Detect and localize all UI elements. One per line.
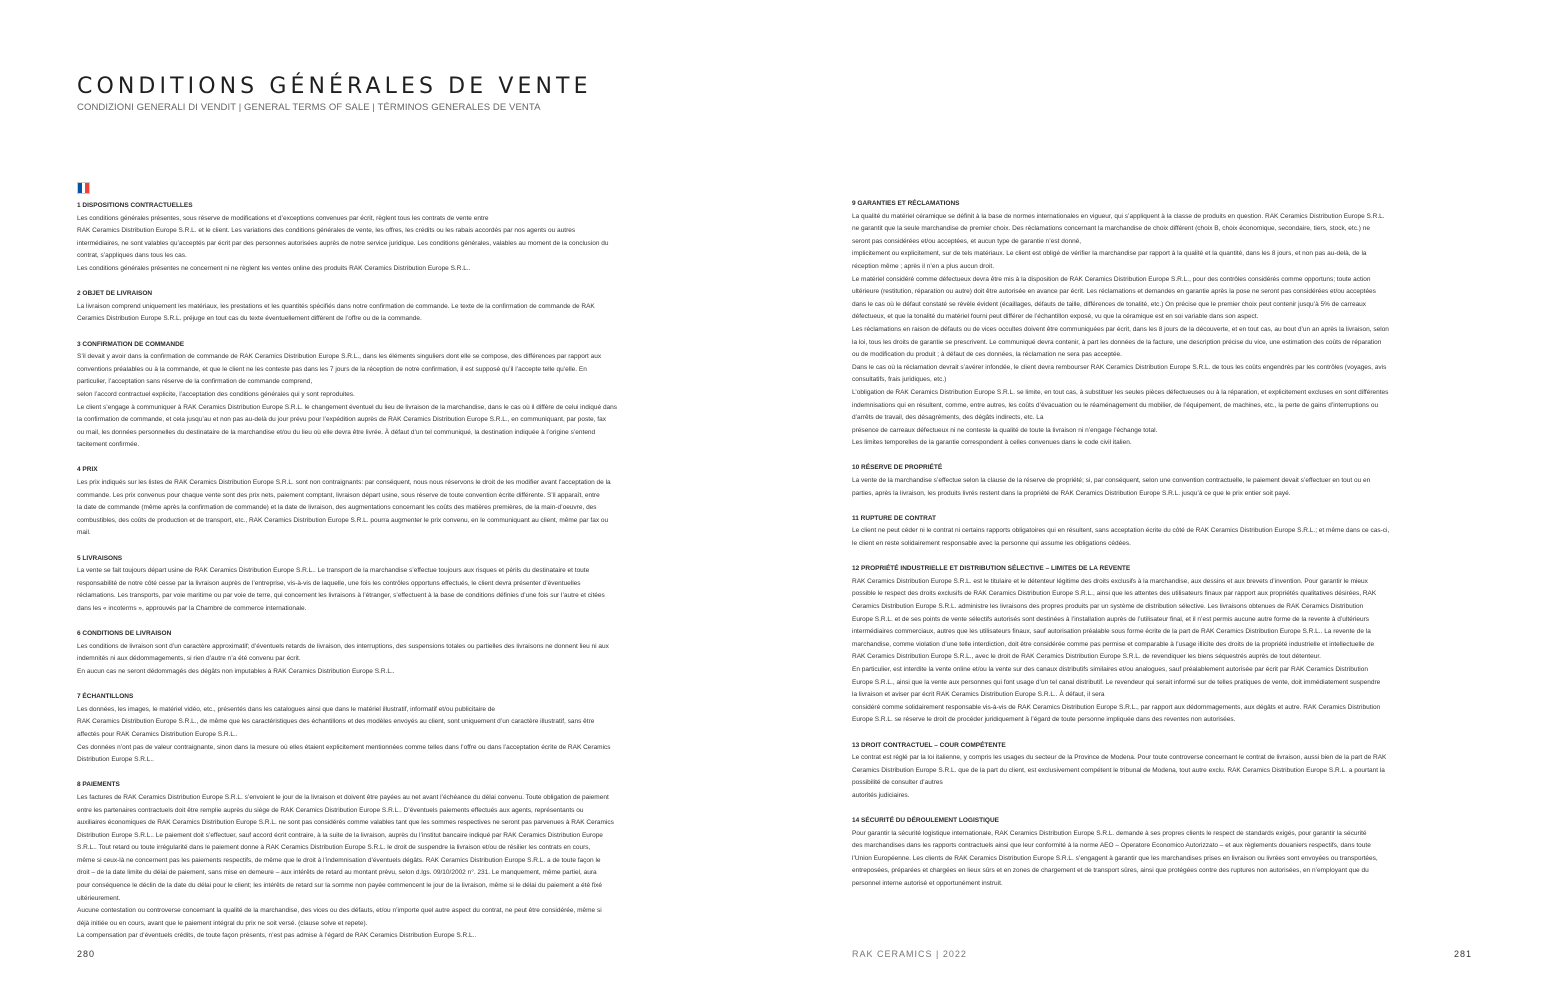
section-body — [77, 477, 702, 540]
section-body — [852, 475, 1477, 500]
section-body — [852, 211, 1477, 450]
page-subtitle: CONDIZIONI GENERALI DI VENDIT | GENERAL TERMS OF SALE | TÉRMINOS GENERALES DE VENTA — [77, 102, 541, 113]
section-text-line: la livraison et aviser par écrit RAK Ceramics Distribution Europe S.R.L.. À défaut, il sera — [852, 691, 1105, 699]
terms-section — [77, 339, 702, 452]
section-text-line: affectés pour RAK Ceramics Distribution Europe S.R.L.. — [77, 730, 238, 738]
section-text-line: implicitement ou explicitement, sur de tels matériaux. Le client est obligé de vérifier la marchandise par rapport à la qualité et la quantité, dans les 8 jours, et non pas au-delà, de la — [852, 250, 1367, 258]
section-text-line: Les limites temporelles de la garantie correspondent à celles convenues dans le code civil italien. — [852, 439, 1132, 447]
section-text-line: Ceramics Distribution Europe S.R.L. que de la part du client, est exclusivement compétent le tribunal de Modena, tout autre exclu. RAK Ceramics Distribution Europe S.R.L. a pourtant la — [852, 766, 1385, 774]
section-text-line: Distribution Europe S.R.L.. Le paiement doit s’effectuer, sauf accord écrit contraire, à la suite de la livraison, auprès du l’institut bancaire indiqué par RAK Ceramics Distribution Europe — [77, 831, 603, 839]
section-heading: 1 DISPOSITIONS CONTRACTUELLES — [77, 202, 193, 209]
section-heading: 9 GARANTIES ET RÉCLAMATIONS — [852, 200, 960, 207]
section-text-line: possibilité de consulter d’autres — [852, 779, 943, 787]
section-text-line: même si ceux-là ne concernent pas les paiements respectifs, de même que le droit à l’indemnisation d’éventuels dégâts. RAK Ceramics Distribution Europe S.R.L. a de toute façon le — [77, 856, 601, 864]
section-text-line: RAK Ceramics Distribution Europe S.R.L., avec le droit de RAK Ceramics Distribution Europe S.R.L. de revendiquer les biens séquestrés auprès de tout détenteur. — [852, 653, 1321, 661]
terms-section — [77, 553, 702, 616]
section-text-line: Ces données n’ont pas de valeur contraignante, sinon dans la mesure où elles étaient explicitement mentionnées comme telles dans l’offre ou dans l’acceptation écrite de RAK Ceramics — [77, 743, 611, 751]
section-body — [77, 351, 702, 452]
section-text-line: La vente de la marchandise s’effectue selon la clause de la réserve de propriété; si, par conséquent, selon une convention contractuelle, le paiement devait s’effectuer en tout ou en — [852, 477, 1371, 485]
section-text-line: tacitement confirmée. — [77, 441, 140, 449]
section-text-line: Distribution Europe S.R.L.. — [77, 756, 154, 764]
section-text-line: Ceramics Distribution Europe S.R.L. préjuge en tout cas du texte éventuellement différent de l’offre ou de la commande. — [77, 315, 422, 323]
section-text-line: contrat, s’appliques dans tous les cas. — [77, 252, 187, 260]
terms-section — [852, 563, 1477, 727]
france-flag-icon — [77, 182, 90, 194]
section-text-line: auxiliaires économiques de RAK Ceramics Distribution Europe S.R.L. ne sont pas considérés comme valables tant que les sommes respectives ne seront pas parvenues à RAK Ceramics — [77, 819, 614, 827]
section-text-line: Les prix indiqués sur les listes de RAK Ceramics Distribution Europe S.R.L. sont non contraignants: par conséquent, nous nous réservons le droit de les modifier avant l’acceptation de la — [77, 479, 611, 487]
terms-section — [852, 740, 1477, 803]
section-heading: 12 PROPRIÉTÉ INDUSTRIELLE ET DISTRIBUTION SÉLECTIVE – LIMITES DE LA REVENTE — [852, 565, 1131, 573]
section-text-line: déjà initiée ou en cours, avant que le paiement intégral du prix ne soit versé. (clause solve et repete). — [77, 919, 368, 927]
section-text-line: Le matériel considéré comme défectueux devra être mis à la disposition de RAK Ceramics Distribution Europe S.R.L., pour des contrôles considérés comme opportuns; toute action — [852, 275, 1371, 283]
section-text-line: dans les « incoterms », approuvés par la Chambre de commerce internationale. — [77, 605, 307, 612]
section-text-line: Les factures de RAK Ceramics Distribution Europe S.R.L. s’envoient le jour de la livraison et doivent être payées au net avant l’échéance du délai convenu. Toute obligation de paiement — [77, 793, 609, 801]
section-text-line: consultatifs, frais juridiques, etc.) — [852, 376, 947, 384]
terms-section — [77, 200, 702, 276]
section-heading: 4 PRIX — [77, 466, 98, 474]
section-text-line: intermédiaires commerciaux, autres que les utilisateurs finaux, sauf autorisation préalable sous forme écrite de la part de RAK Ceramics Distribution Europe S.R.L.. La revente de la — [852, 628, 1371, 636]
section-text-line: Europe S.R.L. et de ses points de vente sélectifs autorisés sont destinées à l’installation auprès de l’utilisateur final, et il n’est permis aucune autre forme de la revente à d’ultérieurs — [852, 615, 1370, 623]
section-heading: 6 CONDITIONS DE LIVRAISON — [77, 630, 172, 638]
footer-brand: RAK CERAMICS | 2022 — [852, 949, 967, 959]
section-text-line: Le client s’engage à communiquer à RAK Ceramics Distribution Europe S.R.L. le changement éventuel du lieu de livraison de la marchandise, dans le cas où il diffère de celui indiqué dans — [77, 403, 618, 411]
section-text-line: seront pas considérées et/ou acceptées, et aucun type de garantie n’est donné, — [852, 237, 1082, 245]
section-text-line: autorités judiciaires. — [852, 791, 910, 799]
section-text-line: Les conditions générales présentes, sous réserve de modifications et d’exceptions convenues par écrit, règlent tous les contrats de vente entre — [77, 214, 489, 222]
section-text-line: le client en reste solidairement responsable avec la personne qui assume les obligations cédées. — [852, 540, 1131, 548]
section-text-line: Aucune contestation ou controverse concernant la qualité de la marchandise, des vices ou des défauts, et/ou n’importe quel autre aspect du contrat, ne peut être considérée, même si — [77, 907, 602, 915]
section-text-line: d’arrêts de travail, des désagréments, des dégâts indirects, etc. La — [852, 414, 1044, 422]
section-heading: 10 RÉSERVE DE PROPRIÉTÉ — [852, 464, 943, 472]
section-text-line: ultérieurement. — [77, 894, 121, 902]
section-text-line: ou mail, les données personnelles du destinataire de la marchandise et/ou du lieu où elle devra être livrée. À défaut d’un tel communiqué, la destination indiquée à l’origine s’entend — [77, 428, 596, 436]
flag-stripe-red — [85, 183, 89, 193]
section-text-line: responsabilité de notre côté cesse par la livraison auprès de l’entreprise, vis-à-vis de laquelle, une fois les contrôles opportuns effectués, le client devra présenter d’éventuelles — [77, 579, 581, 587]
section-text-line: pour conséquence le déclin de la date du délai pour le client; les intérêts de retard sur la somme non payée commencent le jour de la livraison, même si le délai du paiement a été fixé — [77, 882, 602, 890]
section-body — [77, 213, 702, 276]
terms-section — [77, 779, 702, 943]
section-text-line: RAK Ceramics Distribution Europe S.R.L., de même que les caractéristiques des échantillons et des modèles envoyés au client, sont uniquement d’un caractère illustratif, sans être — [77, 718, 595, 726]
section-body — [852, 752, 1477, 802]
section-body — [852, 828, 1477, 891]
section-text-line: Dans le cas où la réclamation devrait s’avérer infondée, le client devra rembourser RAK Ceramics Distribution Europe S.R.L. de tous les coûts engendrés par les contrôles (voyages, avis — [852, 363, 1387, 371]
section-text-line: des marchandises dans les rapports contractuels ainsi que leur conformité à la norme AEO – Operatore Economico Autorizzato – et aux règlements douaniers respectifs, dans toute — [852, 842, 1371, 850]
section-heading: 11 RUPTURE DE CONTRAT — [852, 514, 937, 522]
terms-section — [77, 691, 702, 767]
section-text-line: Les données, les images, le matériel vidéo, etc., présentés dans les catalogues ainsi que dans le matériel illustratif, informatif et/ou publicitaire de — [77, 705, 496, 713]
section-text-line: La qualité du matériel céramique se définit à la base de normes internationales en vigueur, qui s’appliquent à la classe de produits en question. RAK Ceramics Distribution Europe S.R.L. — [852, 212, 1385, 220]
section-text-line: Le client ne peut céder ni le contrat ni certains rapports obligatoires qui en résultent, sans acceptation écrite du côté de RAK Ceramics Distribution Europe S.R.L.; et même dans ce cas-ci, — [852, 527, 1390, 535]
section-text-line: l’Union Européenne. Les clients de RAK Ceramics Distribution Europe S.R.L. s’engagent à garantir que les marchandises prises en livraison ou livrées sont envoyées ou transportées, — [852, 854, 1378, 862]
section-text-line: entreposées, préparées et chargées en lieux sûrs et en zones de chargement et de transport sûres, ainsi que protégées contre des ruptures non autorisées, en n’employant que du — [852, 867, 1369, 875]
terms-section — [77, 628, 702, 678]
terms-section — [852, 462, 1477, 500]
terms-section — [77, 464, 702, 540]
section-text-line: la date de commande (même après la confirmation de commande) et la date de livraison, des augmentations concernant les coûts des matières premières, de la main-d’oeuvre, des — [77, 504, 597, 512]
section-heading: 2 OBJET DE LIVRAISON — [77, 290, 153, 298]
terms-section — [77, 288, 702, 326]
section-text-line: RAK Ceramics Distribution Europe S.R.L. et le client. Les variations des conditions générales de vente, les offres, les crédits ou les rabais accordés par nos agents ou autres — [77, 227, 576, 235]
section-body — [852, 525, 1477, 550]
left-column — [77, 200, 702, 956]
page-title: CONDITIONS GÉNÉRALES DE VENTE — [77, 74, 592, 99]
section-text-line: mail. — [77, 529, 91, 537]
section-text-line: commande. Les prix convenus pour chaque vente sont des prix nets, paiement comptant, livraison départ usine, sous réserve de toute convention écrite différente. S’il apparaît, entre — [77, 491, 600, 499]
section-body — [77, 792, 702, 943]
section-text-line: parties, après la livraison, les produits livrés restent dans la propriété de RAK Ceramics Distribution Europe S.R.L. jusqu’à ce que le prix entier soit payé. — [852, 489, 1291, 497]
section-heading: 3 CONFIRMATION DE COMMANDE — [77, 340, 185, 348]
terms-section — [852, 513, 1477, 551]
section-text-line: En aucun cas ne seront dédommagés des dégâts non imputables à RAK Ceramics Distribution Europe S.R.L.. — [77, 667, 395, 675]
section-text-line: selon l’accord contractuel explicite, l’acceptation des conditions générales qui y sont reproduites. — [77, 390, 355, 398]
section-text-line: réclamations. Les transports, par voie maritime ou par voie de terre, qui concernent les livraisons à l’étranger, s’effectuent à la base de conditions définies d’une fois sur l’autre et citées — [77, 592, 605, 600]
terms-section — [852, 815, 1477, 891]
section-text-line: Ceramics Distribution Europe S.R.L. administre les livraisons des propres produits par un système de distribution sélective. Les livraisons obtenues de RAK Ceramics Distribution — [852, 603, 1364, 610]
section-text-line: ou de modification du produit ; à défaut de ces données, la réclamation ne sera pas acceptée. — [852, 351, 1122, 359]
section-text-line: indemnités ni aux dédommagements, si rien d’autre n’a été convenu par écrit. — [77, 655, 301, 663]
section-body — [77, 641, 702, 679]
section-text-line: possible le respect des droits exclusifs de RAK Ceramics Distribution Europe S.R.L., ainsi que les attentes des utilisateurs finaux par rapport aux propriétés qualitatives désirées, RAK — [852, 590, 1377, 598]
section-text-line: Pour garantir la sécurité logistique internationale, RAK Ceramics Distribution Europe S.R.L. demande à ses propres clients le respect de standards exigés, pour garantir la sécurité — [852, 829, 1367, 837]
section-body — [77, 301, 702, 326]
section-body — [77, 704, 702, 767]
section-text-line: RAK Ceramics Distribution Europe S.R.L. est le titulaire et le détenteur légitime des droits exclusifs à la marchandise, aux dessins et aux brevets d’invention. Pour garantir le mieux — [852, 577, 1368, 585]
section-text-line: Les réclamations en raison de défauts ou de vices occultes doivent être communiquées par écrit, dans les 8 jours de la découverte, et en tout cas, au bout d’un an après la livraison, selon — [852, 325, 1389, 333]
section-text-line: indemnisations qui en résultent, comme, entre autres, les coûts d’évacuation ou le réaménagement du mobilier, de l’équipement, de machines, etc., la perte de gains d’interruptions ou — [852, 401, 1379, 409]
section-text-line: dans le cas où le défaut constaté se révèle évident (écaillages, défauts de taille, différences de tonalité, etc.) On précise que le premier choix peut contenir jusqu’à 5% de carreaux — [852, 300, 1367, 308]
section-text-line: la loi, tous les droits de garantie se prescrivent. Le communiqué devra contenir, à part les données de la facture, une description précise du vice, une estimation des coûts de réparation — [852, 338, 1382, 346]
section-text-line: ne garantit que la seule marchandise de premier choix. Des réclamations concernant la marchandise de choix différent (choix B, choix économique, secondaire, tiers, stock, etc.) ne — [852, 225, 1370, 233]
section-text-line: S’il devait y avoir dans la confirmation de commande de RAK Ceramics Distribution Europe S.R.L., dans les éléments singuliers dont elle se compose, des différences par rapport aux — [77, 353, 602, 361]
section-text-line: L’obligation de RAK Ceramics Distribution Europe S.R.L. se limite, en tout cas, à substituer les seules pièces défectueuses ou à la réparation, et explicitement excluses en sont différentes — [852, 388, 1389, 396]
terms-section — [852, 198, 1477, 450]
page-number-right: 281 — [1453, 949, 1472, 959]
section-heading: 5 LIVRAISONS — [77, 554, 123, 562]
section-text-line: combustibles, des coûts de production et de transport, etc., RAK Ceramics Distribution Europe S.R.L. pourra augmenter le prix convenu, en le communiquant au client, même par fax ou — [77, 516, 609, 524]
section-text-line: défectueux, et que la tonalité du matériel fourni peut différer de l’échantillon exposé, vu que la céramique est en soi variable dans son aspect. — [852, 313, 1259, 321]
section-heading: 13 DROIT CONTRACTUEL – COUR COMPÉTENTE — [852, 741, 1006, 749]
section-text-line: considéré comme solidairement responsable vis-à-vis de RAK Ceramics Distribution Europe S.R.L., par rapport aux dédommagements, aux dégâts et autre. RAK Ceramics Distribution — [852, 703, 1381, 711]
section-text-line: En particulier, est interdite la vente online et/ou la vente sur des canaux distributifs similaires et/ou analogues, sauf préalablement autorisée par écrit par RAK Ceramics Distribution — [852, 665, 1368, 673]
right-column — [852, 198, 1477, 903]
section-text-line: Les conditions de livraison sont d’un caractère approximatif; d’éventuels retards de livraison, des interruptions, des suspensions totales ou partielles des livraisons ne donnent lieu ni aux — [77, 642, 609, 650]
section-text-line: ultérieure (restitution, réparation ou autre) doit être autorisée en avance par écrit. Les réclamations et demandes en garantie après la pose ne seront pas considérées et/ou acceptées — [852, 288, 1376, 296]
section-text-line: S.R.L.. Tout retard ou toute irrégularité dans le paiement donne à RAK Ceramics Distribution Europe S.R.L. le droit de suspendre la livraison et/ou de résilier les contrats en cours, — [77, 844, 591, 852]
section-text-line: marchandise, comme violation d’une telle interdiction, doit être considérée comme pas permise et comparable à l’usage illicite des droits de la propriété industrielle et intellectuelle de — [852, 640, 1375, 648]
section-text-line: la confirmation de commande, et cela jusqu’au et non pas au-delà du jour prévu pour l’expédition auprès de RAK Ceramics Distribution Europe S.R.L., en communiquant, par poste, fax — [77, 416, 606, 424]
section-text-line: personnel interne autorisé et opportunément instruit. — [852, 880, 1003, 888]
section-text-line: Les conditions générales présentes ne concernent ni ne règlent les ventes online des produits RAK Ceramics Distribution Europe S.R.L.. — [77, 264, 471, 272]
section-text-line: intermédiaires, ne sont valables qu’acceptés par écrit par des personnes autorisées auprès de notre service juridique. Les conditions générales, valables au moment de la conclusion du — [77, 239, 609, 247]
section-heading: 8 PAIEMENTS — [77, 781, 120, 789]
section-text-line: conventions préalables ou à la commande, et que le client ne les conteste pas dans les 7 jours de la réception de notre confirmation, il est supposé qu’il l’accepte telle qu’elle. En — [77, 365, 587, 373]
section-heading: 7 ÉCHANTILLONS — [77, 693, 134, 701]
section-text-line: La vente se fait toujours départ usine de RAK Ceramics Distribution Europe S.R.L.. Le transport de la marchandise s’effectue toujours aux risques et périls du destinataire et toute — [77, 567, 590, 575]
page-number-left: 280 — [77, 949, 96, 959]
section-body — [852, 576, 1477, 727]
section-text-line: entre les partenaires contractuels doit être remplie auprès du siège de RAK Ceramics Distribution Europe S.R.L.. D’éventuels paiements effectués aux agents, représentants ou — [77, 806, 584, 814]
section-text-line: Europe S.R.L. se réserve le droit de procéder juridiquement à l’égard de toute personne impliquée dans des reventes non autorisées. — [852, 716, 1236, 724]
section-text-line: particulier, l’acceptation sans réserve de la confirmation de commande comprend, — [77, 378, 313, 386]
section-body — [77, 565, 702, 615]
section-text-line: droit – de la date limite du délai de paiement, sans mise en demeure – aux intérêts de retard au montant prévu, selon d.lgs. 09/10/2002 n°. 231. Le manquement, même partiel, aura — [77, 869, 597, 877]
section-text-line: Europe S.R.L., ainsi que la vente aux personnes qui font usage d’un tel canal distributif. Le revendeur qui serait informé sur de telles pratiques de vente, doit immédiatement suspendre — [852, 678, 1381, 686]
section-text-line: présence de carreaux défectueux ni ne conteste la qualité de toute la livraison ni n’engage l’échange total. — [852, 426, 1158, 434]
section-text-line: réception même ; après il n’en a plus aucun droit. — [852, 262, 994, 270]
section-text-line: La compensation par d’éventuels crédits, de toute façon présents, n’est pas admise à l’égard de RAK Ceramics Distribution Europe S.R.L.. — [77, 932, 477, 940]
section-text-line: Le contrat est réglé par la loi italienne, y compris les usages du secteur de la Province de Modena. Pour toute controverse concernant le contrat de livraison, aussi bien de la part de RAK — [852, 754, 1387, 762]
section-heading: 14 SÉCURITÉ DU DÉROULEMENT LOGISTIQUE — [852, 817, 999, 825]
section-text-line: La livraison comprend uniquement les matériaux, les prestations et les quantités spécifiés dans notre confirmation de commande. Le texte de la confirmation de commande de RAK — [77, 302, 595, 310]
